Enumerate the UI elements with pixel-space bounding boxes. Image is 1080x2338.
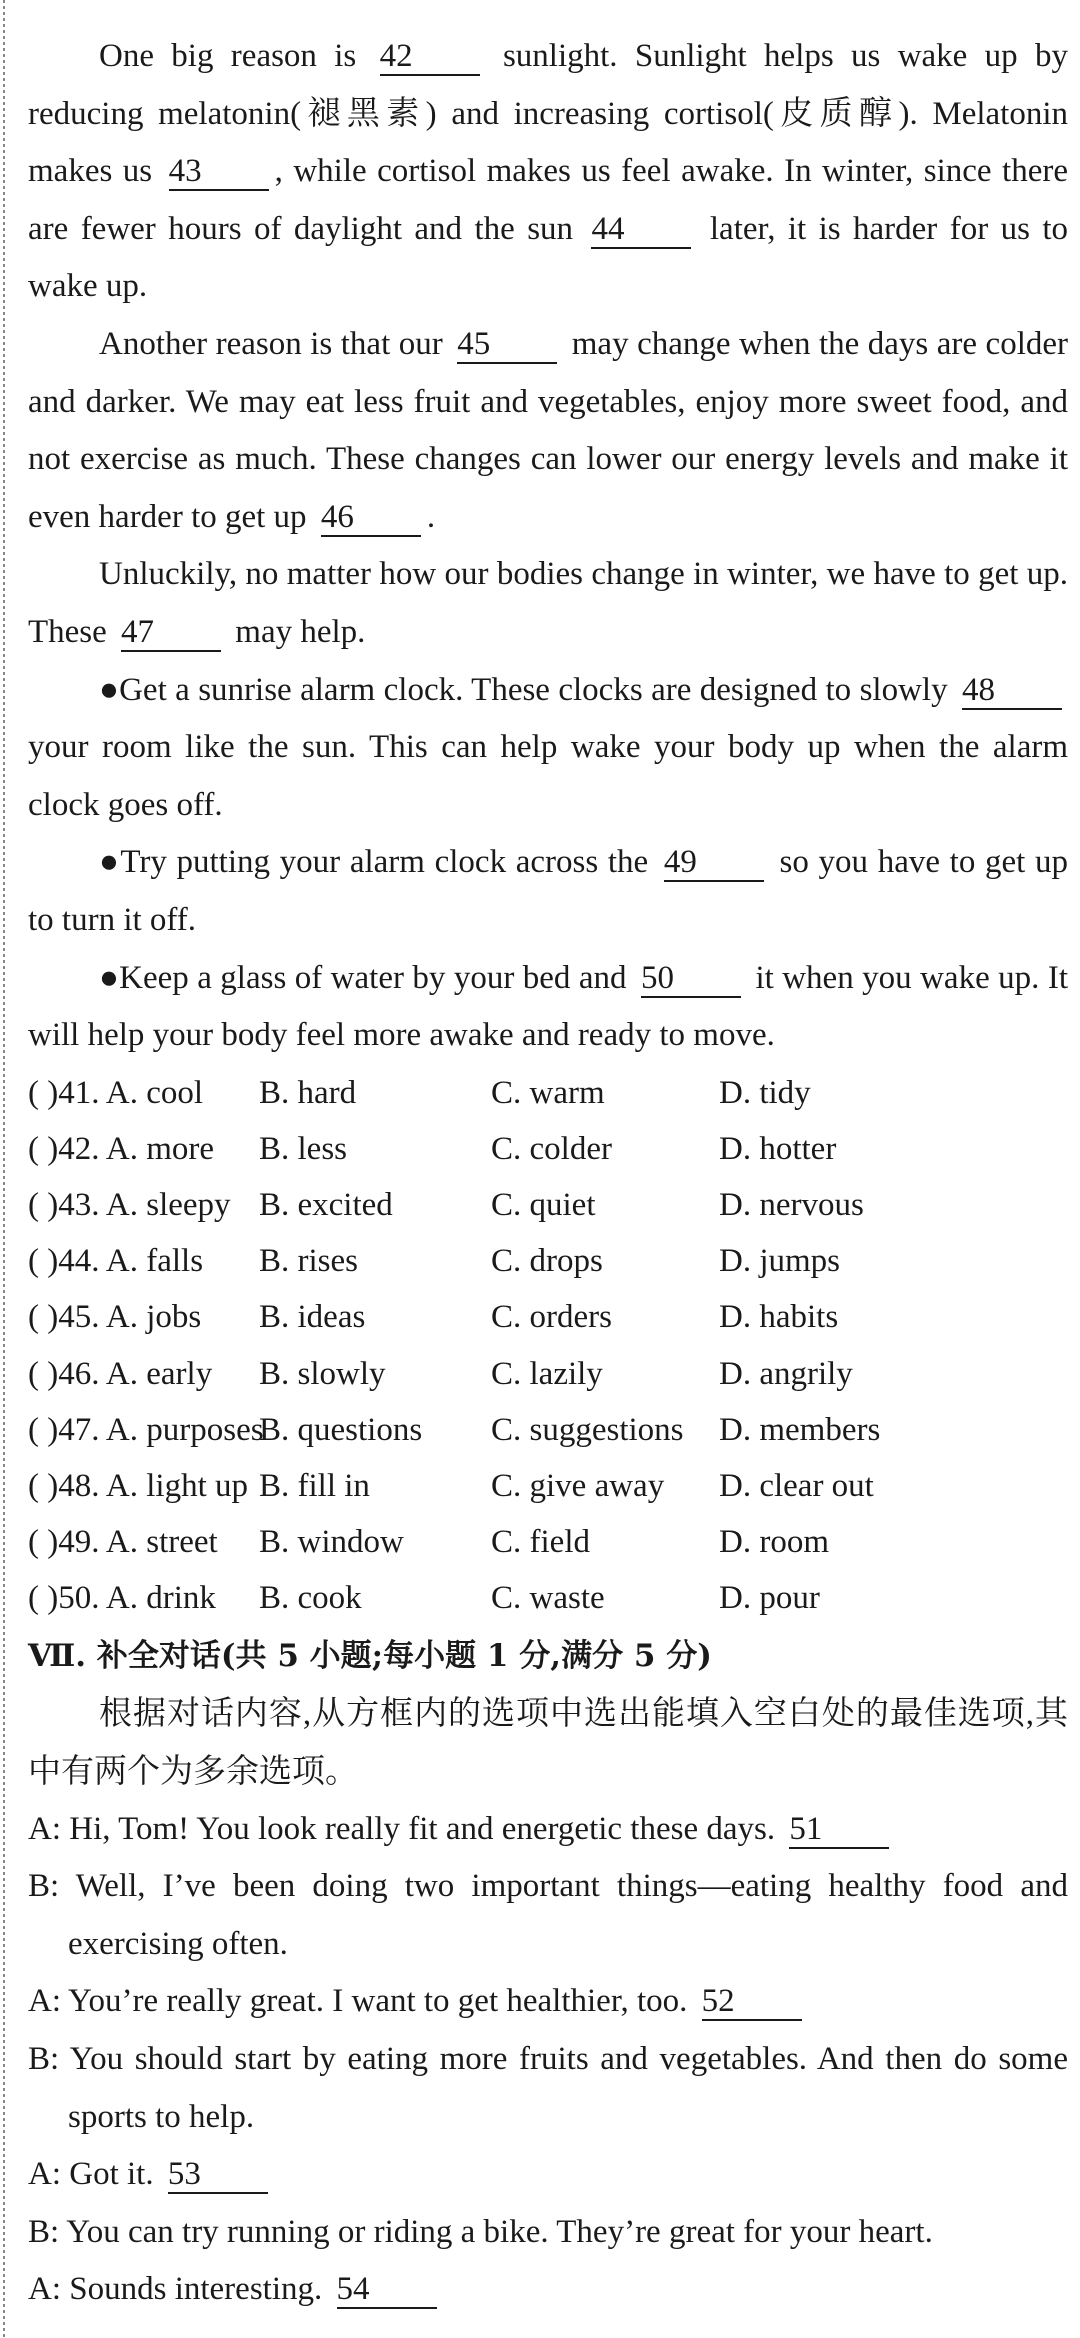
option-b[interactable]: B. window [259, 1524, 404, 1561]
option-d[interactable]: D. angrily [719, 1355, 853, 1392]
binding-dotted-line [3, 0, 5, 2338]
option-row-48 [28, 1458, 1068, 1514]
option-c[interactable]: C. waste [491, 1580, 605, 1617]
text: may change when the days are colder and darker. We may eat less fruit and vegetables, enjoy more sweet food, and not exercise as much. These changes can lower our energy levels and make it even harder to get up [28, 325, 1069, 535]
text: ●Try putting your alarm clock across the [99, 844, 649, 881]
blank-52[interactable]: 52 [702, 1983, 802, 2021]
text: Another reason is that our [99, 325, 443, 362]
content [28, 28, 1068, 2319]
dialogue-line-5 [28, 2146, 1068, 2204]
dialogue-line-1 [28, 1801, 1068, 1859]
dialogue-text: A: Sounds interesting. [28, 2271, 323, 2308]
option-b[interactable]: B. hard [259, 1074, 357, 1111]
option-b[interactable]: B. excited [259, 1187, 393, 1224]
option-b[interactable]: B. slowly [259, 1355, 386, 1392]
blank-47[interactable]: 47 [121, 614, 221, 652]
dialogue-line-4 [28, 2031, 1068, 2146]
option-b[interactable]: B. rises [259, 1243, 358, 1280]
paragraph-6 [28, 950, 1068, 1065]
text: One big reason is [99, 38, 357, 74]
option-c[interactable]: C. colder [491, 1130, 612, 1167]
option-row-47 [28, 1402, 1068, 1458]
blank-46[interactable]: 46 [321, 499, 421, 537]
option-a[interactable]: ( )45. A. jobs [28, 1299, 202, 1336]
option-c[interactable]: C. suggestions [491, 1411, 684, 1448]
dialogue-text: A: You’re really great. I want to get healthier, too. [28, 1983, 688, 2020]
options-list [28, 1065, 1068, 1627]
option-a[interactable]: ( )47. A. purposes [28, 1411, 264, 1448]
dialogue-line-3 [28, 1973, 1068, 2031]
option-row-43 [28, 1177, 1068, 1233]
option-d[interactable]: D. clear out [719, 1468, 874, 1504]
blank-53[interactable]: 53 [168, 2156, 268, 2194]
dialogue-text: B: You can try running or riding a bike. They’re great for your heart. [28, 2213, 933, 2250]
option-a[interactable]: ( )43. A. sleepy [28, 1187, 231, 1224]
option-b[interactable]: B. cook [259, 1580, 362, 1617]
option-a[interactable]: ( )49. A. street [28, 1524, 218, 1561]
text: ●Keep a glass of water by your bed and [99, 959, 627, 996]
option-a[interactable]: ( )46. A. early [28, 1355, 213, 1392]
section-title: Ⅶ. 补全对话(共 5 小题;每小题 1 分,满分 5 分) [28, 1637, 712, 1674]
option-row-45 [28, 1289, 1068, 1345]
dialogue-text: A: Got it. [28, 2156, 154, 2193]
paragraph-2 [28, 316, 1068, 546]
option-a[interactable]: ( )50. A. drink [28, 1580, 216, 1617]
blank-51[interactable]: 51 [789, 1811, 889, 1849]
dialogue-line-2 [28, 1858, 1068, 1973]
option-c[interactable]: C. give away [491, 1468, 665, 1504]
option-c[interactable]: C. quiet [491, 1187, 596, 1224]
option-b[interactable]: B. fill in [259, 1468, 370, 1504]
option-a[interactable]: ( )42. A. more [28, 1130, 215, 1167]
option-b[interactable]: B. questions [259, 1411, 423, 1448]
option-d[interactable]: D. room [719, 1524, 829, 1561]
text: Unluckily, no matter how our bodies change in winter, we have to get up. These [28, 556, 1068, 650]
dialogue-text: B: You should start by eating more fruits and vegetables. And then do some sports to help. [28, 2040, 1068, 2135]
paragraph-4 [28, 662, 1068, 835]
blank-48[interactable]: 48 [962, 672, 1062, 710]
option-c[interactable]: C. drops [491, 1243, 603, 1280]
option-row-42 [28, 1121, 1068, 1177]
option-a[interactable]: ( )44. A. falls [28, 1243, 204, 1280]
blank-43[interactable]: 43 [169, 153, 269, 191]
dialogue-line-7 [28, 2261, 1068, 2319]
option-d[interactable]: D. jumps [719, 1243, 841, 1280]
blank-42[interactable]: 42 [380, 38, 480, 76]
option-d[interactable]: D. tidy [719, 1074, 811, 1111]
dialogue-text: B: Well, I’ve been doing two important things—eating healthy food and exercising often. [28, 1868, 1068, 1962]
text: so you have to get up to turn it off. [28, 844, 1069, 938]
option-a[interactable]: ( )48. A. light up [28, 1468, 248, 1504]
blank-49[interactable]: 49 [664, 844, 764, 882]
option-d[interactable]: D. members [719, 1411, 881, 1448]
option-c[interactable]: C. lazily [491, 1355, 603, 1392]
blank-44[interactable]: 44 [591, 211, 691, 249]
option-d[interactable]: D. nervous [719, 1187, 864, 1224]
text: it when you wake up. It will help your body feel more awake and ready to move. [28, 959, 1069, 1054]
option-row-41 [28, 1065, 1068, 1121]
text: may help. [235, 613, 366, 650]
option-c[interactable]: C. field [491, 1524, 590, 1561]
section-instruction: 根据对话内容,从方框内的选项中选出能填入空白处的最佳选项,其中有两个为多余选项。 [28, 1695, 1068, 1790]
dialogue-text: A: Hi, Tom! You look really fit and energetic these days. [28, 1810, 776, 1847]
paragraph-3 [28, 546, 1068, 661]
option-a[interactable]: ( )41. A. cool [28, 1074, 204, 1111]
blank-45[interactable]: 45 [457, 326, 557, 364]
option-row-46 [28, 1346, 1068, 1402]
option-d[interactable]: D. hotter [719, 1130, 837, 1167]
text: . [426, 498, 436, 535]
blank-50[interactable]: 50 [641, 960, 741, 998]
text: later, it is harder for us to wake up. [28, 210, 1069, 305]
option-row-49 [28, 1514, 1068, 1570]
text: sunlight. Sunlight helps us wake up by reducing melatonin(褪黑素) and increasing cortisol(皮质醇). Melatonin makes us [28, 38, 1068, 190]
option-c[interactable]: C. orders [491, 1299, 612, 1336]
blank-54[interactable]: 54 [337, 2271, 437, 2309]
text: , while cortisol makes us feel awake. In winter, since there are fewer hours of daylight and the sun [28, 153, 1068, 247]
text: your room like the sun. This can help wake your body up when the alarm clock goes off. [28, 729, 1068, 823]
option-b[interactable]: B. ideas [259, 1299, 366, 1336]
text: ●Get a sunrise alarm clock. These clocks are designed to slowly [99, 671, 948, 708]
paragraph-1 [28, 28, 1068, 316]
option-row-50 [28, 1570, 1068, 1626]
option-b[interactable]: B. less [259, 1130, 348, 1167]
option-c[interactable]: C. warm [491, 1074, 605, 1111]
option-d[interactable]: D. habits [719, 1299, 839, 1336]
dialogue-line-6 [28, 2204, 1068, 2262]
paragraph-5 [28, 834, 1068, 949]
option-d[interactable]: D. pour [719, 1580, 820, 1617]
option-row-44 [28, 1233, 1068, 1289]
